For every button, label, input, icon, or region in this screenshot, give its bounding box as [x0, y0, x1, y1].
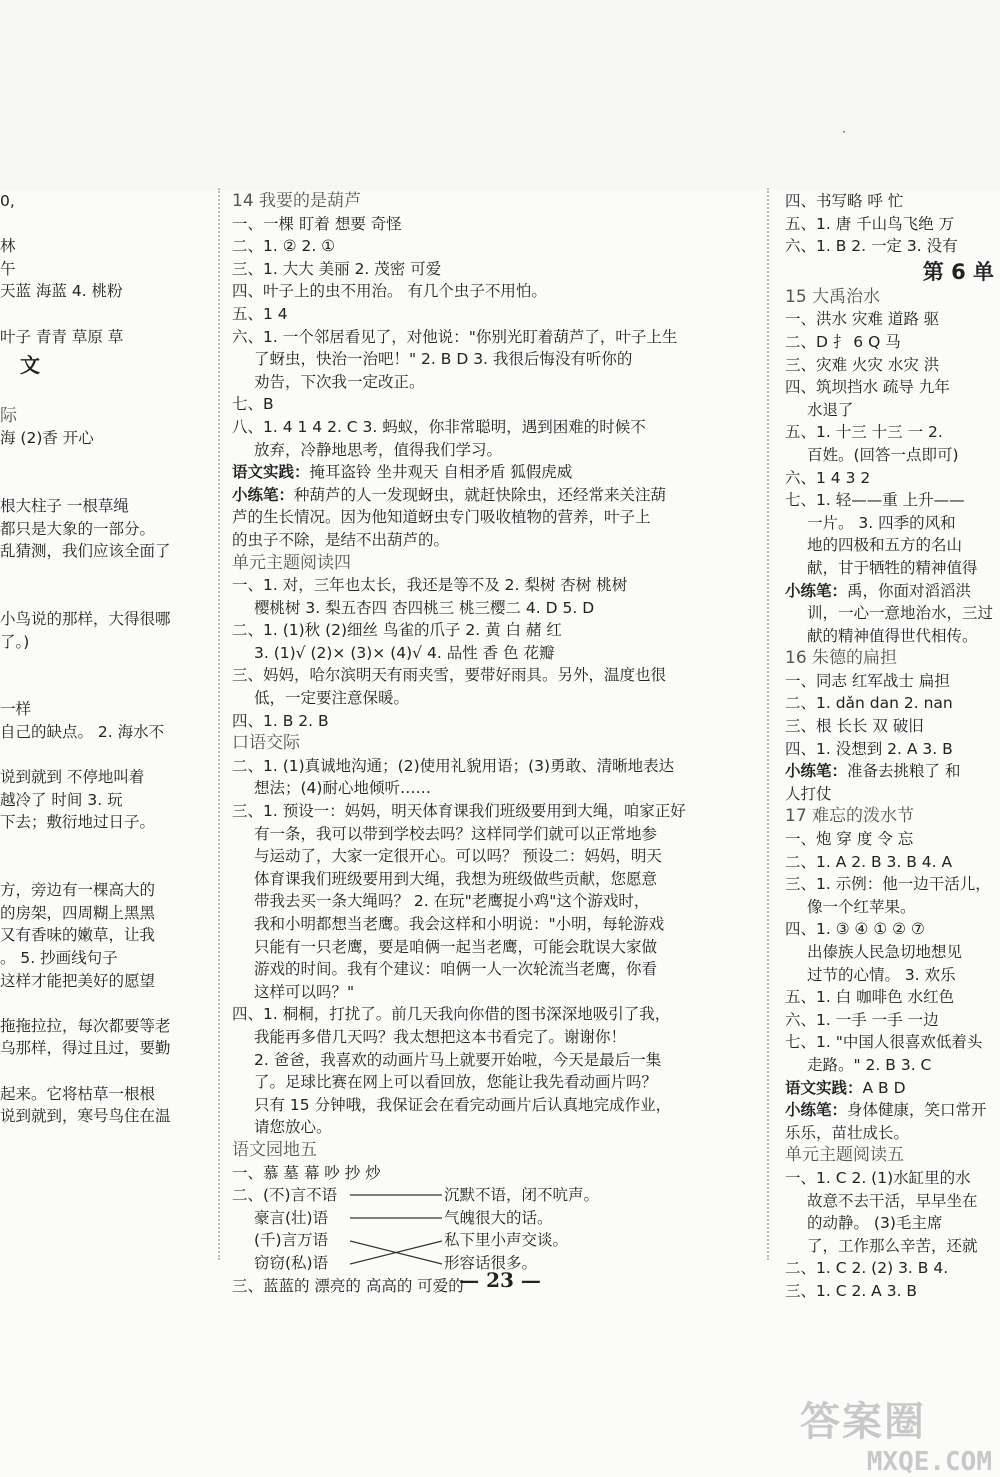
section-heading: 口语交际: [232, 733, 300, 754]
answer-line: 我能再多借几天吗？我太想把这本书看完了。谢谢你！: [254, 1027, 627, 1046]
answer-line: 四、1. ③ ④ ① ② ⑦: [785, 920, 925, 939]
answer-line: 了。足球比赛在网上可以看回放，您能让我先看动画片吗？: [254, 1073, 658, 1092]
answer-line: 一片。 3. 四季的风和: [807, 513, 956, 532]
middle-column: [232, 190, 752, 1297]
answer-line: 三、1. C 2. A 3. B: [785, 1281, 918, 1300]
blank-line: [0, 303, 212, 326]
answer-line: 五、1. 白 咖啡色 水红色: [785, 988, 955, 1007]
answer-line: 体育课我们班级要用到大绳，我想为班级做些贡献，您愿意: [254, 869, 658, 888]
answer-line: 一、一棵 盯着 想要 奇怪: [232, 214, 402, 233]
answer-line: 天蓝 海蓝 4. 桃粉: [0, 282, 123, 301]
section-heading: 单元主题阅读四: [232, 552, 351, 573]
answer-line: 三、1. 示例：他一边干活儿，: [785, 875, 991, 894]
blank-line: [0, 213, 212, 236]
answer-line: 四、筑坝挡水 疏导 九年: [785, 378, 950, 397]
section-heading: 14 我要的是葫芦: [232, 191, 362, 211]
answer-line: 二、1. ② 2. ①: [232, 237, 336, 256]
answer-line: 献，甘于牺牲的精神值得: [807, 558, 978, 577]
answer-line: 二、1. A 2. B 3. B 4. A: [785, 852, 953, 871]
answer-line: 四、1. 没想到 2. A 3. B: [785, 739, 953, 758]
answer-line: 樱桃树 3. 梨五杏四 杏四桃三 桃三樱二 4. D 5. D: [254, 598, 595, 617]
answer-line: 一、洪水 灾难 道路 驱: [785, 310, 940, 329]
answer-line: 四、1. 桐桐，打扰了。前几天我向你借的图书深深地吸引了我，: [232, 1005, 671, 1024]
section-heading: 17 难忘的泼水节: [785, 806, 915, 827]
answer-line: 自己的缺点。 2. 海水不: [0, 723, 165, 742]
column-divider-right: [767, 188, 769, 1260]
answer-line: 二、1. C 2. (2) 3. B 4.: [785, 1259, 949, 1278]
answer-line: 三、1. 预设一：妈妈，明天体育课我们班级要用到大绳，咱家正好: [232, 802, 686, 821]
section-title: 文: [20, 353, 40, 378]
answer-line: 一、1. C 2. (1)水缸里的水: [785, 1168, 971, 1187]
answer-line: 拖拖拉拉，每次都要等老: [0, 1016, 171, 1035]
answer-line: 五、1 4: [232, 304, 288, 323]
match-definition: 气魄很大的话。: [444, 1208, 553, 1227]
left-column: [0, 190, 212, 1128]
answer-line: 起来。它将枯草一根根: [0, 1084, 156, 1103]
section-heading: 16 朱德的扁担: [785, 648, 898, 669]
blank-line: [0, 563, 212, 586]
answer-line: 二、1. (1)真诚地沟通；(2)使用礼貌用语；(3)勇敢、清晰地表达: [232, 756, 675, 775]
blank-line: [0, 586, 212, 609]
answer-line: 四、书写略 呼 忙: [785, 192, 904, 210]
answer-line: 根大柱子 一根草绳: [0, 497, 129, 516]
answer-line: 小练笔：准备去挑粮了 和: [785, 762, 961, 781]
page-top-blank: [0, 0, 1000, 190]
answer-line: 一、同志 红军战士 扁担: [785, 671, 950, 690]
section-heading: 15 大禹治水: [785, 286, 881, 307]
answer-line: 乌那样，得过且过，要勤: [0, 1039, 171, 1058]
blank-line: [0, 676, 212, 699]
answer-line: 一、炮 穿 度 令 忘: [785, 830, 914, 849]
answer-line: 过节的心情。 3. 欢乐: [807, 965, 956, 984]
answer-line: 一样: [0, 700, 32, 719]
answer-line: 五、1. 十三 十三 一 2.: [785, 423, 943, 442]
answer-line: 海 (2)香 开心: [0, 429, 94, 448]
answer-line: 下去；敷衍地过日子。: [0, 813, 156, 832]
answer-line: 乱猜测，我们应该全面了: [0, 542, 171, 561]
answer-line: 与运动了，大家一定很开心。可以吗？ 预设二：妈妈，明天: [254, 847, 662, 866]
match-definition: 私下里小声交谈。: [444, 1231, 569, 1250]
blank-line: [0, 653, 212, 676]
answer-line: 游戏的时间。我有个建议：咱俩一人一次轮流当老鹰，你看: [254, 960, 658, 979]
answer-line: 百姓。(回答一点即可): [807, 445, 959, 464]
answer-line: 2. 爸爸，我喜欢的动画片马上就要开始啦，今天是最后一集: [254, 1050, 662, 1069]
column-divider-left: [218, 188, 220, 1260]
page-number: — 23 —: [459, 1268, 541, 1292]
answer-line: 有一条，我可以带到学校去吗？这样同学们就可以正常地参: [254, 824, 658, 843]
blank-line: [0, 382, 212, 405]
blank-line: [0, 834, 212, 857]
answer-line: 七、B: [232, 395, 274, 414]
blank-line: [0, 857, 212, 880]
blank-line: [0, 992, 212, 1015]
answer-line: 放弃，冷静地思考，值得我们学习。: [254, 440, 503, 459]
answer-line: 越冷了 时间 3. 玩: [0, 790, 123, 809]
answer-line: 午: [0, 259, 16, 278]
unit-title: 第 6 单: [922, 259, 994, 284]
answer-line: 三、蓝蓝的 漂亮的 高高的 可爱的: [232, 1276, 464, 1295]
watermark-sub: MXQE.COM: [866, 1447, 992, 1477]
answer-line: 二、1. (1)秋 (2)细丝 鸟雀的爪子 2. 黄 白 赭 红: [232, 621, 562, 640]
answer-line: 的房架，四周糊上黑黑: [0, 903, 156, 922]
answer-line: 我和小明都想当老鹰。我会这样和小明说："小明，每轮游戏: [254, 915, 665, 933]
answer-line: 四、1. B 2. B: [232, 711, 329, 730]
answer-line: 想法；(4)耐心地倾听……: [254, 779, 431, 798]
answer-line: 劝告，下次我一定改正。: [254, 372, 425, 391]
answer-line: 请您放心。: [254, 1118, 332, 1137]
answer-line: 低，一定要注意保暖。: [254, 689, 410, 708]
match-item: 二、(不)言不语 沉默不语，闭不吭声。: [232, 1184, 752, 1207]
answer-line: 像一个红苹果。: [807, 897, 916, 916]
section-heading: 际: [0, 405, 17, 426]
answer-line: 方，旁边有一棵高大的: [0, 881, 156, 900]
answer-line: 三、根 长长 双 破旧: [785, 717, 924, 736]
answer-line: 语文实践：掩耳盗铃 坐井观天 自相矛盾 狐假虎威: [232, 463, 573, 482]
answer-line: 出傣族人民急切地想见: [807, 943, 963, 961]
answer-line: 小练笔：种葫芦的人一发现蚜虫，就赶快除虫，还经常来关注葫: [232, 485, 667, 504]
answer-line: 叶子 青青 草原 草: [0, 327, 124, 346]
answer-line: 七、1. "中国人很喜欢低着头: [785, 1033, 983, 1052]
answer-line: 了，工作那么辛苦，还就: [807, 1236, 978, 1255]
blank-line: [0, 473, 212, 496]
section-heading: 单元主题阅读五: [785, 1145, 904, 1166]
answer-line: 故意不去干活，早早坐在: [807, 1191, 978, 1210]
watermark-main: 答案圈: [800, 1399, 926, 1445]
answer-line: 芦的生长情况。因为他知道蚜虫专门吸收植物的营养，叶子上: [232, 508, 651, 527]
answer-line: 这样才能把美好的愿望: [0, 971, 156, 990]
answer-line: 小练笔：禹，你面对滔滔洪: [785, 581, 972, 600]
answer-line: 一、1. 对，三年也太长，我还是等不及 2. 梨树 杏树 桃树: [232, 576, 628, 595]
answer-line: 小鸟说的那样，大得很哪: [0, 610, 171, 629]
answer-line: 献的精神值得世代相传。: [807, 626, 978, 645]
answer-line: 六、1. B 2. 一定 3. 没有: [785, 237, 958, 256]
answer-line: 0,: [0, 192, 15, 210]
answer-line: 林: [0, 237, 16, 256]
answer-line: 水退了: [807, 400, 854, 419]
match-item: 豪言(壮)语 气魄很大的话。: [254, 1208, 553, 1227]
blank-line: [0, 744, 212, 767]
stray-dot: ·: [842, 125, 846, 139]
match-definition: 沉默不语，闭不吭声。: [444, 1186, 600, 1205]
watermark: [800, 1390, 1000, 1477]
answer-line: 一、慕 墓 幕 吵 抄 炒: [232, 1163, 381, 1182]
answer-line: 六、1. 一手 一手 一边: [785, 1010, 939, 1029]
answer-line: 七、1. 轻——重 上升——: [785, 491, 965, 510]
answer-line: 都只是大象的一部分。: [0, 519, 156, 538]
answer-line: 的动静。 (3)毛主席: [807, 1214, 943, 1233]
answer-line: 又有香味的嫩草，让我: [0, 926, 156, 945]
answer-line: 了蚜虫，快治一治吧！" 2. B D 3. 我很后悔没有听你的: [254, 350, 633, 369]
answer-line: 六、1 4 3 2: [785, 468, 871, 487]
answer-line: 走路。" 2. B 3. C: [807, 1055, 932, 1074]
match-definition: 形容话很多。: [444, 1253, 538, 1272]
answer-line: 小练笔：身体健康，笑口常开: [785, 1101, 987, 1120]
answer-line: 。 5. 抄画线句子: [0, 949, 118, 967]
answer-line: 三、1. 大大 美丽 2. 茂密 可爱: [232, 259, 442, 278]
blank-line: [0, 1060, 212, 1083]
answer-line: 地的四极和五方的名山: [807, 536, 963, 555]
answer-line: 说到就到，寒号鸟住在温: [0, 1107, 171, 1126]
answer-line: 语文实践：A B D: [785, 1078, 906, 1097]
answer-line: 只能有一只老鹰，要是咱俩一起当老鹰，可能会耽误大家做: [254, 937, 658, 956]
match-item: 窃窃(私)语 形容话很多。: [254, 1253, 538, 1272]
answer-line: 三、灾难 火灾 水灾 洪: [785, 355, 940, 374]
answer-line: 了。): [0, 632, 30, 651]
answer-line: 六、1. 一个邻居看见了，对他说："你别光盯着葫芦了，叶子上生: [232, 327, 678, 346]
section-heading: 语文园地五: [232, 1139, 317, 1160]
match-item: (千)言万语 私下里小声交谈。: [254, 1231, 569, 1250]
answer-line: 这样可以吗？": [254, 982, 355, 1001]
answer-line: 八、1. 4 1 4 2. C 3. 蚂蚁，你非常聪明，遇到困难的时候不: [232, 417, 646, 436]
answer-line: 三、妈妈，哈尔滨明天有雨夹雪，要带好雨具。另外，温度也很: [232, 666, 667, 685]
answer-line: 带我去买一条大绳吗？ 2. 在玩"老鹰捉小鸡"这个游戏时，: [254, 892, 650, 911]
blank-line: [0, 450, 212, 473]
right-column: [785, 190, 1000, 1303]
answer-line: 只有 15 分钟哦，我保证会在看完动画片后认真地完成作业，: [254, 1095, 672, 1114]
answer-line: 说到就到 不停地叫着: [0, 768, 145, 787]
answer-line: 五、1. 唐 千山鸟飞绝 万: [785, 214, 955, 233]
answer-line: 的虫子不除，是结不出葫芦的。: [232, 530, 450, 549]
answer-line: 训，一心一意地治水，三过: [807, 604, 994, 623]
answer-line: 乐乐，苗壮成长。: [785, 1123, 910, 1142]
answer-line: 二、D 扌 6 Q 马: [785, 332, 901, 351]
answer-line: 人打仗: [785, 784, 832, 803]
answer-line: 四、叶子上的虫不用治。 有几个虫子不用怕。: [232, 282, 547, 301]
answer-line: 3. (1)√ (2)× (3)× (4)√ 4. 品性 香 色 花瓣: [254, 643, 555, 662]
answer-line: 二、1. dǎn dan 2. nan: [785, 694, 953, 713]
